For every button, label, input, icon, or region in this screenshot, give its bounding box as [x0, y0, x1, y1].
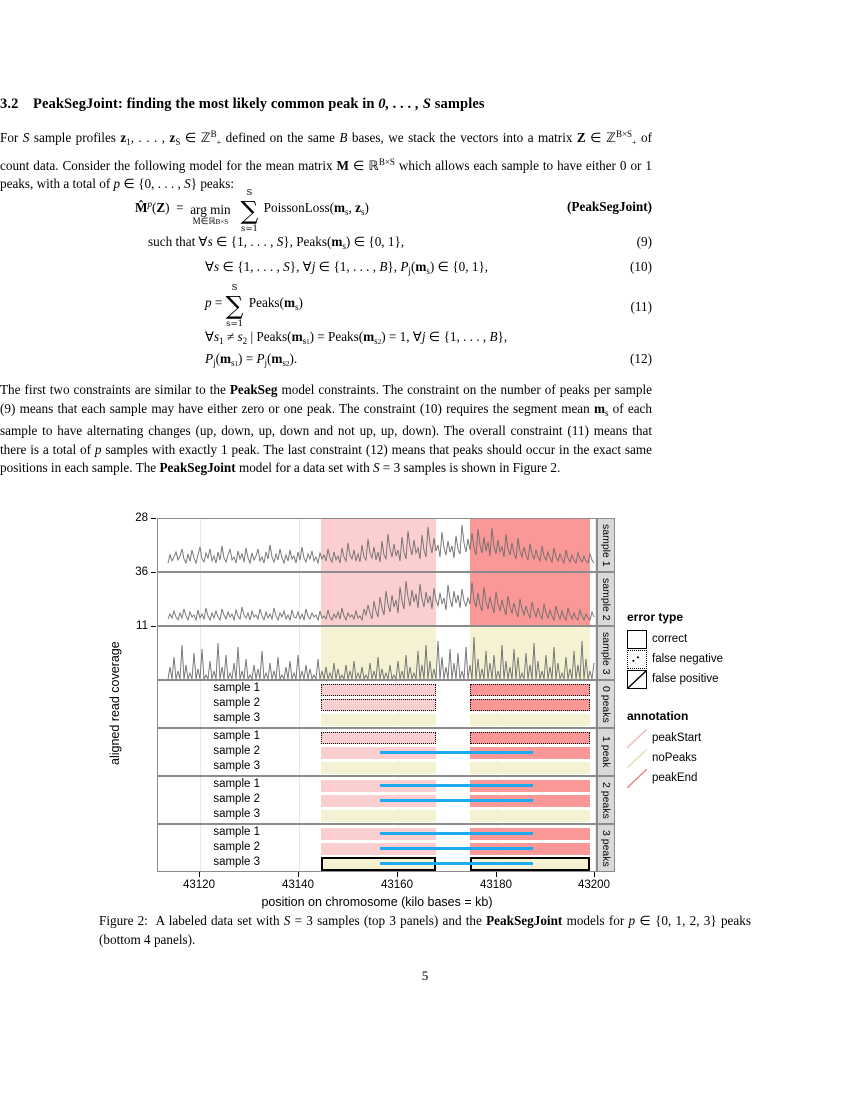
sum-lower-limit: s=1 — [240, 224, 258, 235]
gridline — [299, 825, 300, 871]
dotted-marks-icon — [628, 651, 646, 668]
strip-text: 0 peaks — [600, 685, 612, 723]
model-region-false-negative — [470, 684, 590, 696]
section-title-math: 0, . . . , S — [378, 96, 432, 112]
gridline — [595, 777, 596, 823]
peak-segment-sample-1 — [380, 784, 533, 787]
equation-11: p = ∑ S s=1 $Peaks(m_s)$ (11) — [205, 283, 652, 330]
page-number: 5 — [421, 968, 429, 983]
model-region-false-negative — [321, 684, 436, 696]
legend-item-peakStart — [627, 728, 797, 748]
model-region-false-negative — [321, 732, 436, 744]
figure-caption: Figure 2: A labeled data set with S = 3 samples (top 3 panels) and the PeakSegJoint models for p ∈ {0, 1, 2, 3} peaks (bottom 4 panels). — [99, 913, 751, 947]
x-axis-title: position on chromosome (kilo bases = kb) — [261, 895, 493, 909]
strip-text: sample 1 — [600, 523, 612, 567]
section-heading — [0, 96, 652, 113]
model-region-correct — [321, 714, 436, 726]
intro-paragraph: For S sample profiles $z_1$, . . . , $z_S$ ∈ ℤ$^B_+$ defined on the same B bases, we stack the vectors into a matrix Z ∈ ℤ$^{B\times S}_+$ of count data. Consider the following model for the mean matrix M ∈ ℝ$^{B\times S}$ which allows each sample to have either 0 or 1 peaks, with a total of p ∈ {0, . . . , S} peaks: — [0, 129, 652, 192]
row-label-sample-3: sample 3 — [213, 808, 260, 820]
equation-tag-12: (12) — [630, 351, 652, 366]
section-number: 3.2 — [0, 96, 19, 112]
y-tick-label-2: 11 — [136, 620, 148, 632]
figure-2 — [100, 508, 800, 908]
peak-segment-sample-2 — [380, 751, 533, 754]
legend-title-error-type: error type — [627, 610, 684, 624]
row-label-sample-2: sample 2 — [213, 793, 260, 805]
model-region-correct — [321, 762, 436, 774]
legend-key-peakStart-icon — [627, 729, 647, 748]
legend-key-false-positive-icon — [627, 670, 647, 689]
legend-item-peakEnd — [627, 768, 797, 788]
legend-item-false-positive — [627, 669, 797, 689]
strip-label-sample-2 — [597, 572, 615, 626]
y-tick-label-0: 28 — [135, 512, 148, 524]
model-region-correct — [470, 762, 590, 774]
legend-label-noPeaks: noPeaks — [652, 752, 697, 764]
equation-12-line1: $\forall s_1 \ne s_2$ | $Peaks(m_{s1})$ = $Peaks(m_{s2}) = 1$, ∀j ∈ {1, . . . , B}, — [205, 329, 508, 346]
strip-label-2-peaks — [597, 776, 615, 824]
row-label-sample-1: sample 1 — [213, 682, 260, 694]
legend-key-noPeaks-icon — [627, 749, 647, 768]
strip-text: sample 3 — [600, 631, 612, 675]
x-tick-mark-1 — [298, 872, 299, 877]
diagonal-slash-icon — [627, 749, 647, 768]
strip-label-sample-3 — [597, 626, 615, 680]
row-label-sample-1: sample 1 — [213, 826, 260, 838]
x-tick-mark-0 — [199, 872, 200, 877]
equation-tag-11: (11) — [630, 299, 652, 314]
legend-title-annotation: annotation — [627, 709, 689, 723]
sum-lower-limit-2: s=1 — [226, 319, 243, 330]
legend-item-false-negative — [627, 649, 797, 669]
legend-label-false-positive: false positive — [652, 673, 719, 685]
row-label-sample-1: sample 1 — [213, 778, 260, 790]
gridline — [595, 681, 596, 727]
argmin-operator: arg min M∈ℝB×S — [190, 202, 231, 226]
diagonal-slash-icon — [627, 769, 647, 788]
peak-segment-sample-2 — [380, 799, 533, 802]
legend-key-peakEnd-icon — [627, 769, 647, 788]
equation-tag-10: (10) — [630, 259, 652, 274]
diagonal-slash-icon — [627, 729, 647, 748]
data-panel-sample-2 — [157, 572, 597, 626]
strip-label-sample-1 — [597, 518, 615, 572]
legend-item-correct — [627, 629, 797, 649]
data-panel-sample-1 — [157, 518, 597, 572]
x-tick-mark-4 — [594, 872, 595, 877]
coverage-profile-sample-1 — [158, 519, 598, 573]
gridline — [595, 825, 596, 871]
equation-tag-9: (9) — [636, 234, 652, 249]
legend-label-false-negative: false negative — [652, 653, 723, 665]
x-tick-label-4: 43200 — [578, 879, 610, 891]
strip-label-3-peaks — [597, 824, 615, 872]
model-region-correct — [470, 810, 590, 822]
y-tick-mark-0 — [151, 518, 156, 519]
coverage-profile-sample-2 — [158, 573, 598, 627]
row-label-sample-3: sample 3 — [213, 856, 260, 868]
y-tick-mark-1 — [151, 572, 156, 573]
row-label-sample-2: sample 2 — [213, 697, 260, 709]
x-tick-label-0: 43120 — [183, 879, 215, 891]
figure-legend — [627, 610, 797, 788]
equation-main: M̂$^p$(Z) = arg min M∈ℝB×S ∑ S s=1 $PoissonLoss(m_s$, $z_s$) (PeakSegJoint) — [135, 188, 652, 235]
x-tick-mark-2 — [397, 872, 398, 877]
diagonal-slash-icon — [628, 671, 646, 688]
data-panel-sample-3 — [157, 626, 597, 680]
section-title-pre: PeakSegJoint: finding the most likely common peak in — [33, 96, 379, 112]
section-title-post: samples — [431, 96, 485, 112]
equation-10: ∀s ∈ {1, . . . , S}, ∀j ∈ {1, . . . , B}, $P_j(m_s)$ ∈ {0, 1}, (10) — [205, 259, 652, 276]
equation-12-line2: $P_j(m_{s1}) = P_j(m_{s2})$. (12) — [205, 351, 652, 368]
strip-text: 3 peaks — [600, 829, 612, 867]
legend-label-peakEnd: peakEnd — [652, 772, 698, 784]
summation-symbol: ∑ S s=1 — [240, 188, 259, 235]
legend-label-peakStart: peakStart — [652, 732, 702, 744]
model-region-correct — [321, 810, 436, 822]
model-region-false-negative — [321, 699, 436, 711]
row-label-sample-3: sample 3 — [213, 712, 260, 724]
legend-key-false-negative-icon — [627, 650, 647, 669]
strip-text: 1 peak — [600, 736, 612, 768]
strip-text: 2 peaks — [600, 781, 612, 819]
gridline — [299, 681, 300, 727]
row-label-sample-2: sample 2 — [213, 841, 260, 853]
discussion-paragraph: The first two constraints are similar to the PeakSeg model constraints. The constraint on the number of peaks per sample (9) means that each sample may have either zero or one peak. The constraint (10) requires the segment mean $m_s$ of each sample to have alternating changes (up, down, up, down and not up, up, down). The overall constraint (11) means that there is a total of p samples with exactly 1 peak. The last constraint (12) means that peaks should occur in the exact same positions in each sample. The PeakSegJoint model for a data set with S = 3 samples is shown in Figure 2. — [0, 382, 653, 476]
strip-text: sample 2 — [600, 577, 612, 621]
peak-segment-sample-1 — [380, 832, 533, 835]
row-label-sample-2: sample 2 — [213, 745, 260, 757]
sum-upper-limit: S — [246, 188, 253, 198]
row-label-sample-1: sample 1 — [213, 730, 260, 742]
gridline — [299, 777, 300, 823]
legend-label-correct: correct — [652, 633, 688, 645]
y-axis-title: aligned read coverage — [108, 641, 122, 765]
legend-item-noPeaks — [627, 748, 797, 768]
coverage-profile-sample-3 — [158, 627, 598, 681]
gridline — [595, 729, 596, 775]
model-region-correct — [470, 714, 590, 726]
row-label-sample-3: sample 3 — [213, 760, 260, 772]
x-tick-label-3: 43180 — [480, 879, 512, 891]
equation-9: such that ∀s ∈ {1, . . . , S}, $Peaks(m_s)$ ∈ {0, 1}, (9) — [148, 234, 652, 251]
summation-symbol-2: ∑ S s=1 — [225, 283, 244, 330]
y-tick-mark-2 — [151, 626, 156, 627]
model-region-false-negative — [470, 732, 590, 744]
strip-label-0-peaks — [597, 680, 615, 728]
model-region-false-negative — [470, 699, 590, 711]
x-tick-label-2: 43160 — [381, 879, 413, 891]
strip-label-1-peak — [597, 728, 615, 776]
legend-key-correct-icon — [627, 630, 647, 649]
x-tick-mark-3 — [496, 872, 497, 877]
equation-tag-main: (PeakSegJoint) — [567, 199, 652, 214]
peak-segment-sample-3 — [380, 862, 533, 865]
sum-upper-limit-2: S — [231, 283, 238, 293]
x-tick-label-1: 43140 — [282, 879, 314, 891]
equation-block — [0, 188, 652, 371]
gridline — [299, 729, 300, 775]
peak-segment-sample-2 — [380, 847, 533, 850]
y-tick-label-1: 36 — [135, 566, 148, 578]
